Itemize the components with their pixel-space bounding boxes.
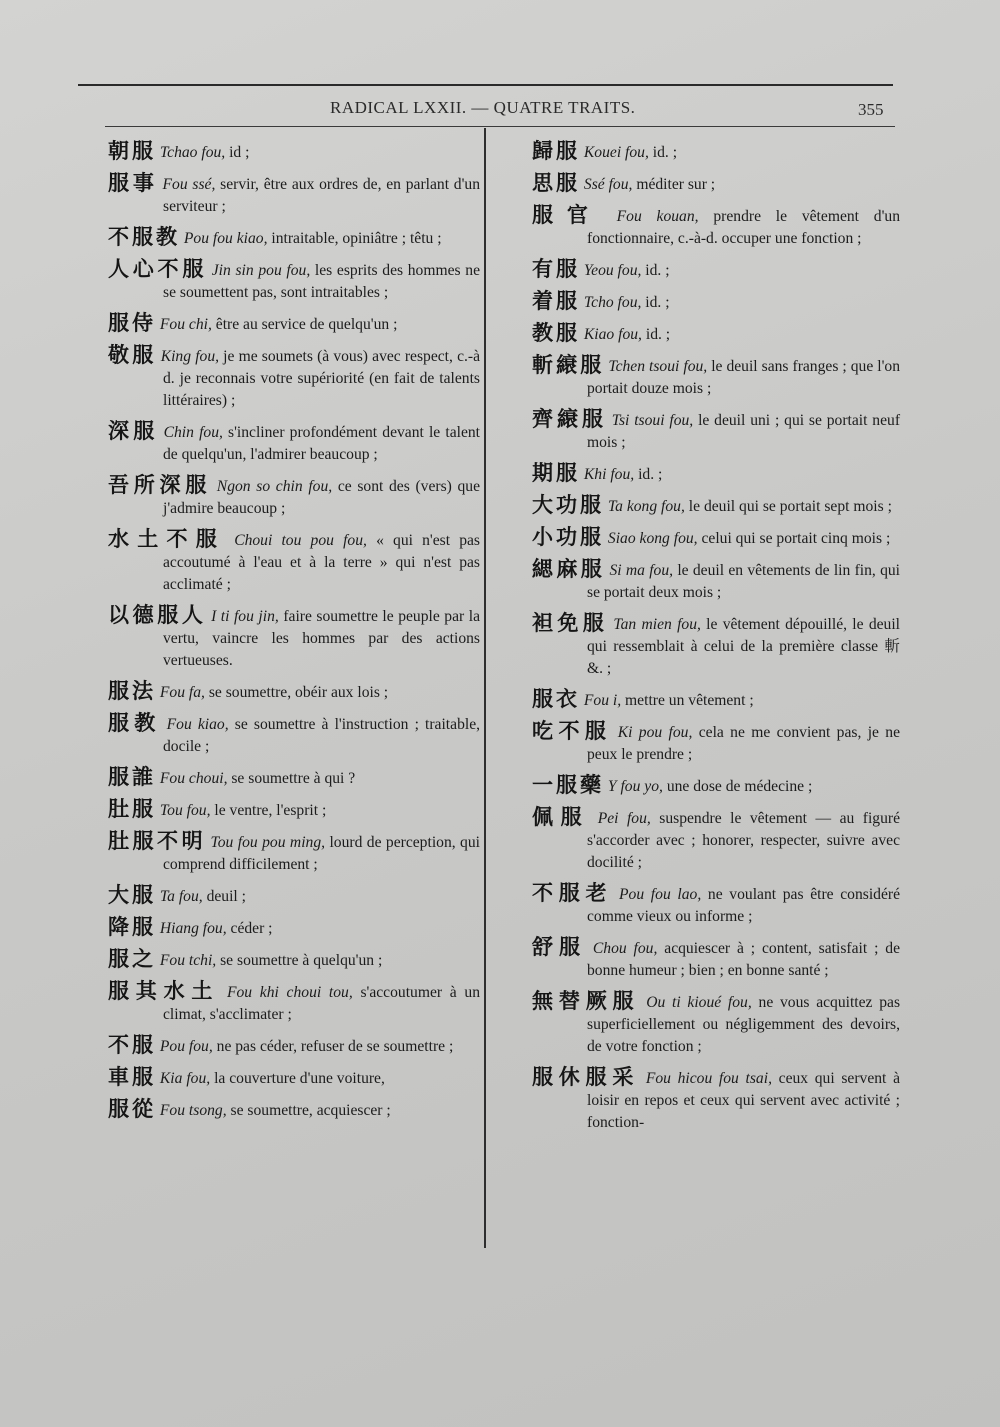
entry-definition: le deuil sans franges ; que l'on portait douze mois ;	[587, 358, 900, 397]
dictionary-entry	[532, 258, 900, 282]
entry-definition: céder ;	[226, 920, 273, 937]
entry-definition: id. ;	[641, 262, 670, 279]
entry-definition: les esprits des hommes ne se soumettent pas, sont intraitables ;	[163, 262, 480, 301]
entry-hanzi: 敬服	[108, 343, 157, 367]
dictionary-entry	[532, 462, 900, 486]
entry-romanization: Fou choui,	[159, 770, 228, 787]
entry-hanzi: 水土不服	[108, 527, 226, 551]
entry-definition: le ventre, l'esprit ;	[210, 802, 327, 819]
dictionary-entry	[532, 290, 900, 314]
dictionary-entry	[108, 140, 480, 164]
entry-definition: se soumettre à qui ?	[227, 770, 356, 787]
entry-definition: ce sont des (vers) que j'admire beaucoup ;	[163, 478, 481, 517]
dictionary-entry	[532, 720, 900, 766]
entry-romanization: Ta kong fou,	[607, 498, 685, 515]
entry-hanzi: 服官	[532, 203, 602, 227]
entry-definition: le deuil qui se portait sept mois ;	[684, 498, 892, 515]
dictionary-entry	[532, 322, 900, 346]
entry-definition: la couverture d'une voiture,	[210, 1070, 385, 1087]
dictionary-entry	[108, 1034, 480, 1058]
entry-romanization: Kouei fou,	[583, 144, 649, 161]
entry-definition: ne vous acquittez pas superficiellement ou négligemment des devoirs, de votre fonction ;	[587, 994, 901, 1055]
dictionary-entry	[108, 258, 480, 304]
entry-hanzi: 緦麻服	[532, 557, 606, 581]
entry-romanization: Fou hicou fou tsai,	[645, 1070, 772, 1087]
dictionary-entry	[532, 688, 900, 712]
entry-hanzi: 思服	[532, 171, 580, 195]
entry-hanzi: 大功服	[532, 493, 604, 517]
entry-hanzi: 齊縗服	[532, 407, 607, 431]
entry-definition: ne voulant pas être considéré comme vieux ou informe ;	[587, 886, 900, 925]
entry-definition: intraitable, opiniâtre ; têtu ;	[267, 230, 442, 247]
entry-hanzi: 人心不服	[108, 257, 208, 281]
dictionary-entry	[108, 798, 480, 822]
entry-definition: mettre un vêtement ;	[621, 692, 754, 709]
entry-romanization: Kia fou,	[159, 1070, 211, 1087]
dictionary-entry	[532, 526, 900, 550]
entry-romanization: King fou,	[160, 348, 220, 365]
dictionary-entry	[532, 612, 900, 680]
page-number: 355	[858, 100, 884, 119]
dictionary-entry	[532, 990, 900, 1058]
dictionary-entry	[108, 680, 480, 704]
entry-definition: celui qui se portait cinq mois ;	[697, 530, 891, 547]
entry-hanzi: 肚服	[108, 797, 156, 821]
entry-definition: être au service de quelqu'un ;	[211, 316, 398, 333]
dictionary-entry	[108, 980, 480, 1026]
entry-definition: suspendre le vêtement — au figuré s'accorder avec ; honorer, respecter, suivre avec docilité ;	[587, 810, 901, 871]
entry-definition: prendre le vêtement d'un fonctionnaire, c.-à-d. occuper une fonction ;	[587, 208, 900, 247]
entry-hanzi: 歸服	[532, 139, 580, 163]
dictionary-entry	[532, 408, 900, 454]
entry-hanzi: 肚服不明	[108, 829, 207, 853]
entry-hanzi: 服侍	[108, 311, 156, 335]
entry-definition: une dose de médecine ;	[662, 778, 813, 795]
entry-hanzi: 大服	[108, 883, 156, 907]
entry-definition: le vêtement dépouillé, le deuil qui ressemblait à celui de la première classe 斬 &. ;	[587, 616, 901, 677]
entry-hanzi: 小功服	[532, 525, 604, 549]
entry-romanization: Ou ti kioué fou,	[646, 994, 752, 1011]
entry-hanzi: 深服	[108, 419, 159, 443]
entry-romanization: Ngon so chin fou,	[216, 478, 333, 495]
entry-romanization: Tchen tsoui fou,	[608, 358, 708, 375]
entry-definition: le deuil uni ; qui se portait neuf mois ;	[587, 412, 901, 451]
dictionary-entry	[108, 528, 480, 596]
entry-hanzi: 無替厥服	[532, 989, 640, 1013]
entry-hanzi: 不服教	[108, 225, 180, 249]
dictionary-entry	[108, 344, 480, 412]
entry-hanzi: 朝服	[108, 139, 156, 163]
entry-romanization: Khi fou,	[583, 466, 635, 483]
entry-hanzi: 降服	[108, 915, 156, 939]
dictionary-entry	[532, 140, 900, 164]
entry-definition: se soumettre, obéir aux lois ;	[204, 684, 389, 701]
entry-romanization: Siao kong fou,	[607, 530, 698, 547]
entry-definition: id. ;	[641, 326, 671, 343]
entry-romanization: Yeou fou,	[583, 262, 642, 279]
entry-hanzi: 服法	[108, 679, 156, 703]
entry-definition: méditer sur ;	[632, 176, 716, 193]
entry-romanization: Pou fou lao,	[619, 886, 702, 903]
entry-hanzi: 不服	[108, 1033, 156, 1057]
entry-hanzi: 車服	[108, 1065, 156, 1089]
entry-hanzi: 服其水土	[108, 979, 220, 1003]
entry-hanzi: 服教	[108, 711, 161, 735]
entry-romanization: Tou fou,	[159, 802, 211, 819]
entry-romanization: Fou kouan,	[616, 208, 699, 225]
entry-hanzi: 服事	[108, 171, 158, 195]
entry-romanization: Tan mien fou,	[613, 616, 701, 633]
entry-hanzi: 吃不服	[532, 719, 612, 743]
dictionary-entry	[532, 936, 900, 982]
dictionary-entry	[532, 882, 900, 928]
entry-romanization: Fou khi choui tou,	[226, 984, 353, 1001]
entry-hanzi: 不服老	[532, 881, 613, 905]
entry-definition: je me soumets (à vous) avec respect, c.-à d. je reconnais votre supériorité (en fait de talents littéraires) ;	[163, 348, 481, 409]
column-divider	[484, 128, 486, 1248]
entry-definition: faire soumettre le peuple par la vertu, vaincre les hommes par des actions vertueuses.	[163, 608, 481, 669]
entry-romanization: Chin fou,	[163, 424, 223, 441]
entry-romanization: Tsi tsoui fou,	[611, 412, 694, 429]
entry-hanzi: 佩服	[532, 805, 590, 829]
entry-hanzi: 服從	[108, 1097, 156, 1121]
top-rule	[78, 84, 893, 86]
entry-romanization: Fou i,	[583, 692, 622, 709]
dictionary-entry	[108, 830, 480, 876]
dictionary-entry	[532, 1066, 900, 1134]
dictionary-entry	[532, 354, 900, 400]
entry-definition: le deuil en vêtements de lin fin, qui se portait deux mois ;	[587, 562, 901, 601]
dictionary-entry	[532, 204, 900, 250]
entry-definition: « qui n'est pas accoutumé à l'eau et à la terre » qui n'est pas acclimaté ;	[163, 532, 480, 593]
entry-hanzi: 服之	[108, 947, 156, 971]
dictionary-entry	[108, 712, 480, 758]
entry-hanzi: 舒服	[532, 935, 586, 959]
entry-romanization: Tou fou pou ming,	[210, 834, 326, 851]
left-column	[108, 140, 480, 1130]
entry-hanzi: 袒免服	[532, 611, 609, 635]
dictionary-entry	[108, 916, 480, 940]
entry-hanzi: 服休服采	[532, 1065, 640, 1089]
entry-romanization: Jin sin pou fou,	[211, 262, 311, 279]
entry-romanization: Fou tchi,	[159, 952, 217, 969]
entry-romanization: Pou fou,	[159, 1038, 213, 1055]
entry-hanzi: 一服藥	[532, 773, 604, 797]
dictionary-entry	[108, 604, 480, 672]
entry-romanization: Fou fa,	[159, 684, 205, 701]
entry-romanization: Choui tou pou fou,	[234, 532, 367, 549]
entry-romanization: Ssé fou,	[583, 176, 633, 193]
entry-definition: id. ;	[648, 144, 678, 161]
entry-romanization: Fou tsong,	[159, 1102, 227, 1119]
entry-definition: cela ne me convient pas, je ne peux le prendre ;	[587, 724, 901, 763]
dictionary-entry	[108, 474, 480, 520]
entry-hanzi: 服衣	[532, 687, 580, 711]
entry-romanization: Hiang fou,	[159, 920, 227, 937]
header-rule	[105, 126, 895, 127]
dictionary-entry	[532, 172, 900, 196]
entry-romanization: Y fou yo,	[607, 778, 663, 795]
entry-romanization: Tcho fou,	[583, 294, 642, 311]
entry-romanization: Fou kiao,	[166, 716, 229, 733]
entry-definition: servir, être aux ordres de, en parlant d'un serviteur ;	[163, 176, 481, 215]
entry-definition: acquiescer à ; content, satisfait ; de bonne humeur ; bien ; en bonne santé ;	[587, 940, 901, 979]
dictionary-entry	[108, 884, 480, 908]
entry-romanization: Pei fou,	[597, 810, 651, 827]
dictionary-entry	[532, 558, 900, 604]
entry-definition: deuil ;	[202, 888, 246, 905]
entry-romanization: Pou fou kiao,	[183, 230, 268, 247]
entry-romanization: Ta fou,	[159, 888, 203, 905]
dictionary-entry	[108, 766, 480, 790]
entry-definition: id. ;	[634, 466, 663, 483]
entry-romanization: Si ma fou,	[609, 562, 674, 579]
entry-romanization: Kiao fou,	[583, 326, 642, 343]
entry-definition: se soumettre à l'instruction ; traitable, docile ;	[163, 716, 481, 755]
entry-romanization: I ti fou jin,	[211, 608, 279, 625]
dictionary-entry	[108, 172, 480, 218]
dictionary-entry	[108, 420, 480, 466]
entry-definition: se soumettre, acquiescer ;	[226, 1102, 391, 1119]
dictionary-entry	[108, 1098, 480, 1122]
entry-definition: id ;	[225, 144, 250, 161]
dictionary-entry	[108, 226, 480, 250]
dictionary-entry	[532, 806, 900, 874]
entry-romanization: Fou chi,	[159, 316, 212, 333]
dictionary-entry	[532, 774, 900, 798]
entry-definition: id. ;	[641, 294, 670, 311]
dictionary-entry	[108, 312, 480, 336]
entry-romanization: Ki pou fou,	[617, 724, 693, 741]
entry-hanzi: 服誰	[108, 765, 156, 789]
entry-hanzi: 斬縗服	[532, 353, 605, 377]
entry-definition: s'accoutumer à un climat, s'acclimater ;	[163, 984, 481, 1023]
entry-definition: ne pas céder, refuser de se soumettre ;	[212, 1038, 454, 1055]
right-column	[532, 140, 900, 1142]
entry-definition: s'incliner profondément devant le talent de quelqu'un, l'admirer beaucoup ;	[163, 424, 480, 463]
entry-hanzi: 吾所深服	[108, 473, 212, 497]
dictionary-entry	[108, 948, 480, 972]
entry-hanzi: 以德服人	[108, 603, 207, 627]
entry-hanzi: 有服	[532, 257, 580, 281]
running-header: RADICAL LXXII. — QUATRE TRAITS.	[330, 98, 636, 117]
entry-romanization: Fou ssé,	[162, 176, 216, 193]
entry-hanzi: 教服	[532, 321, 580, 345]
entry-definition: lourd de perception, qui comprend difficilement ;	[163, 834, 480, 873]
entry-romanization: Chou fou,	[592, 940, 658, 957]
entry-definition: ceux qui servent à loisir en repos et ceux qui servent avec activité ; fonction-	[587, 1070, 900, 1131]
dictionary-entry	[108, 1066, 480, 1090]
entry-romanization: Tchao fou,	[159, 144, 226, 161]
entry-hanzi: 期服	[532, 461, 580, 485]
entry-hanzi: 着服	[532, 289, 580, 313]
entry-definition: se soumettre à quelqu'un ;	[216, 952, 383, 969]
dictionary-entry	[532, 494, 900, 518]
